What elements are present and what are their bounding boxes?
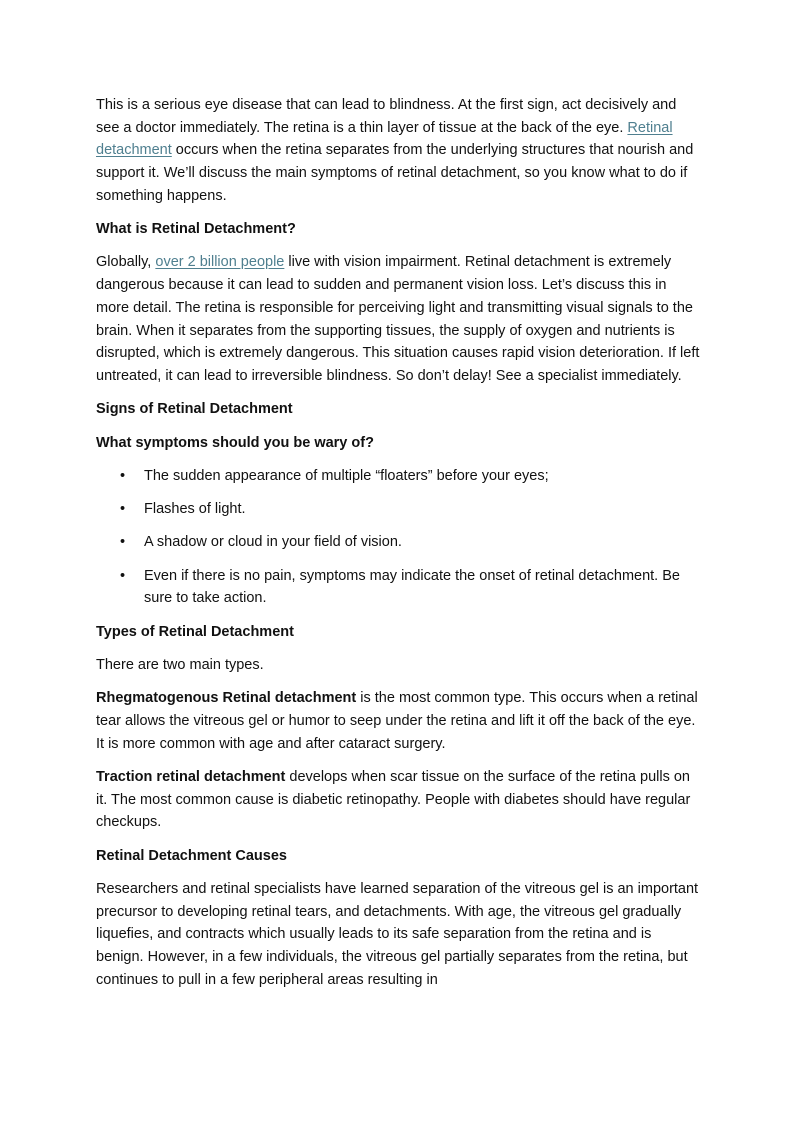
traction-term: Traction retinal detachment — [96, 769, 286, 785]
list-item — [120, 465, 700, 488]
types-intro: There are two main types. — [96, 657, 264, 673]
symptoms-subheading: What symptoms should you be wary of? — [96, 434, 374, 451]
signs-heading: Signs of Retinal Detachment — [96, 401, 293, 418]
list-item-text: Flashes of light. — [144, 501, 246, 518]
rhegmatogenous-paragraph — [96, 687, 700, 755]
bullet-icon: • — [120, 501, 126, 518]
list-item — [120, 498, 700, 521]
two-billion-people-link[interactable]: over 2 billion people — [155, 254, 285, 271]
causes-heading: Retinal Detachment Causes — [96, 847, 287, 864]
types-heading: Types of Retinal Detachment — [96, 623, 294, 640]
traction-paragraph — [96, 766, 700, 834]
list-item-text: A shadow or cloud in your field of vision. — [144, 534, 402, 551]
rhegmatogenous-term: Rhegmatogenous Retinal detachment — [96, 690, 357, 707]
list-item-text: Even if there is no pain, symptoms may indicate the onset of retinal detachment. Be sure to take action. — [144, 567, 680, 607]
traction-text: develops when scar tissue on the surface of the retina pulls on it. The most common cause is diabetic retinopathy. People with diabetes should have regular checkups. — [96, 769, 691, 831]
intro-text-end: occurs when the retina separates from the underlying structures that nourish and support it. We’ll discuss the main symptoms of retinal detachment, so you know what to do if something happens. — [96, 142, 694, 204]
symptoms-list — [96, 465, 700, 610]
what-is-text-start: Globally, — [96, 254, 156, 271]
intro-paragraph — [96, 94, 700, 208]
bullet-icon: • — [120, 467, 126, 484]
causes-paragraph: Researchers and retinal specialists have learned separation of the vitreous gel is an important precursor to developing retinal tears, and detachments. With age, the vitreous gel gradually liquefies, and contracts which usually leads to its safe separation from the retina and is benign. However, in a few individuals, the vitreous gel partially separates from the retina, but continues to pull in a few peripheral areas resulting in — [96, 881, 699, 988]
what-is-heading: What is Retinal Detachment? — [96, 221, 296, 238]
list-item — [120, 565, 700, 610]
what-is-paragraph — [96, 251, 700, 387]
document-page — [96, 94, 700, 1002]
intro-text-start: This is a serious eye disease that can lead to blindness. At the first sign, act decisively and see a doctor immediately. The retina is a thin layer of tissue at the back of the eye. — [96, 97, 677, 136]
bullet-icon: • — [120, 567, 126, 584]
rhegmatogenous-text: is the most common type. This occurs when a retinal tear allows the vitreous gel or humor to seep under the retina and lift it off the back of the eye. It is more common with age and after cataract surgery. — [96, 690, 698, 752]
list-item — [120, 531, 700, 554]
retinal-detachment-link[interactable]: Retinal detachment — [96, 119, 673, 159]
list-item-text: The sudden appearance of multiple “floaters” before your eyes; — [144, 467, 549, 484]
bullet-icon: • — [120, 534, 126, 551]
what-is-text-end: live with vision impairment. Retinal detachment is extremely dangerous because it can lead to sudden and permanent vision loss. Let’s discuss this in more detail. The retina is responsible for perceiving light and transmitting visual signals to the brain. When it separates from the supporting tissues, the supply of oxygen and nutrients is disrupted, which is extremely dangerous. This situation causes rapid vision deterioration. If left untreated, it can lead to irreversible blindness. So don’t delay! See a specialist immediately. — [96, 254, 700, 384]
